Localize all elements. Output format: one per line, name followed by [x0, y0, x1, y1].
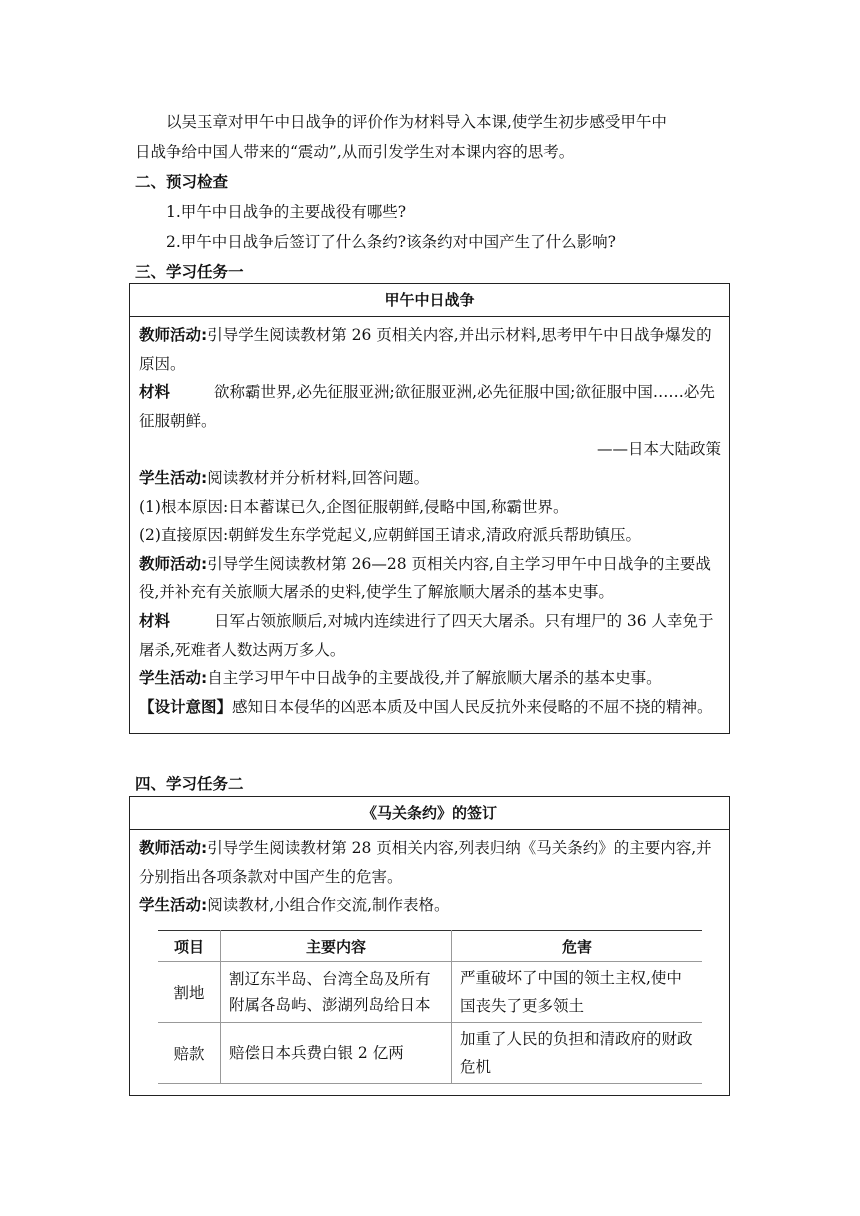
table-cell-harm: 加重了人民的负担和清政府的财政危机 — [452, 1023, 703, 1084]
design-intent-label: 【设计意图】 — [139, 697, 233, 716]
student-activity-1 — [139, 464, 721, 493]
table-cell-content: 割辽东半岛、台湾全岛及所有附属各岛屿、澎湖列岛给日本 — [221, 962, 452, 1023]
task1-box-title: 甲午中日战争 — [130, 284, 729, 317]
reason-1: (1)根本原因:日本蓄谋已久,企图征服朝鲜,侵略中国,称霸世界。 — [139, 497, 569, 516]
reason-2: (2)直接原因:朝鲜发生东学党起义,应朝鲜国王请求,清政府派兵帮助镇压。 — [139, 526, 642, 545]
teacher-activity-label: 教师活动: — [139, 554, 208, 573]
table-header-cell: 危害 — [452, 931, 703, 962]
material-1-source: ——日本大陆政策 — [596, 440, 721, 459]
table-row — [158, 962, 702, 1023]
table-header-cell: 项目 — [158, 931, 221, 962]
teacher-activity-text: 引导学生阅读教材第 26—28 页相关内容,自主学习甲午中日战争的主要战役,并补充有关旅顺大屠杀的史料,使学生了解旅顺大屠杀的基本史事。 — [139, 554, 711, 602]
table-cell-content: 赔偿日本兵费白银 2 亿两 — [221, 1023, 452, 1084]
table-row — [158, 1023, 702, 1084]
student-activity-label: 学生活动: — [139, 896, 208, 915]
treaty-table — [158, 930, 702, 1084]
section-heading-task2: 四、学习任务二 — [135, 775, 244, 793]
teacher-activity-text: 引导学生阅读教材第 26 页相关内容,并出示材料,思考甲午中日战争爆发的原因。 — [139, 326, 712, 373]
task1-box — [129, 283, 730, 734]
student-activity-3 — [139, 891, 721, 920]
student-activity-text: 自主学习甲午中日战争的主要战役,并了解旅顺大屠杀的基本史事。 — [207, 669, 662, 688]
teacher-activity-2 — [139, 550, 721, 607]
table-header-cell: 主要内容 — [221, 931, 452, 962]
student-activity-text: 阅读教材,小组合作交流,制作表格。 — [207, 896, 450, 915]
preview-question-1: 1.甲午中日战争的主要战役有哪些? — [166, 203, 407, 221]
section-heading-preview: 二、预习检查 — [135, 173, 229, 191]
student-activity-text: 阅读教材并分析材料,回答问题。 — [207, 468, 430, 487]
section-heading-task1: 三、学习任务一 — [135, 263, 244, 281]
table-cell-item: 割地 — [158, 962, 221, 1023]
intro-paragraph-line2: 日战争给中国人带来的“震动”,从而引发学生对本课内容的思考。 — [135, 143, 575, 161]
material-1 — [139, 378, 721, 435]
table-cell-harm: 严重破坏了中国的领土主权,使中国丧失了更多领土 — [452, 962, 703, 1023]
task2-box-title: 《马关条约》的签订 — [130, 797, 729, 830]
teacher-activity-label: 教师活动: — [139, 839, 208, 857]
teacher-activity-label: 教师活动: — [139, 326, 208, 344]
teacher-activity-3 — [139, 834, 721, 891]
material-text: 日军占领旅顺后,对城内连续进行了四天大屠杀。只有埋尸的 36 人幸免于屠杀,死难者人数达两万多人。 — [139, 611, 714, 659]
preview-question-2: 2.甲午中日战争后签订了什么条约?该条约对中国产生了什么影响? — [166, 233, 616, 251]
student-activity-label: 学生活动: — [139, 468, 208, 487]
table-cell-item: 赔款 — [158, 1023, 221, 1084]
material-text: 欲称霸世界,必先征服亚洲;欲征服亚洲,必先征服中国;欲征服中国……必先征服朝鲜。 — [139, 383, 715, 430]
table-header-row — [158, 931, 702, 962]
task1-box-body — [130, 317, 729, 727]
design-intent — [139, 693, 721, 722]
intro-paragraph-line1: 以吴玉章对甲午中日战争的评价作为材料导入本课,使学生初步感受甲午中 — [166, 113, 667, 131]
material-label: 材料 — [139, 383, 171, 402]
student-activity-2 — [139, 664, 721, 693]
task2-box-body — [130, 830, 729, 926]
design-intent-text: 感知日本侵华的凶恶本质及中国人民反抗外来侵略的不屈不挠的精神。 — [232, 697, 713, 716]
material-label: 材料 — [139, 611, 171, 630]
teacher-activity-1 — [139, 321, 721, 378]
material-2 — [139, 607, 721, 664]
student-activity-label: 学生活动: — [139, 669, 208, 688]
teacher-activity-text: 引导学生阅读教材第 28 页相关内容,列表归纳《马关条约》的主要内容,并分别指出各项条款对中国产生的危害。 — [139, 839, 712, 886]
